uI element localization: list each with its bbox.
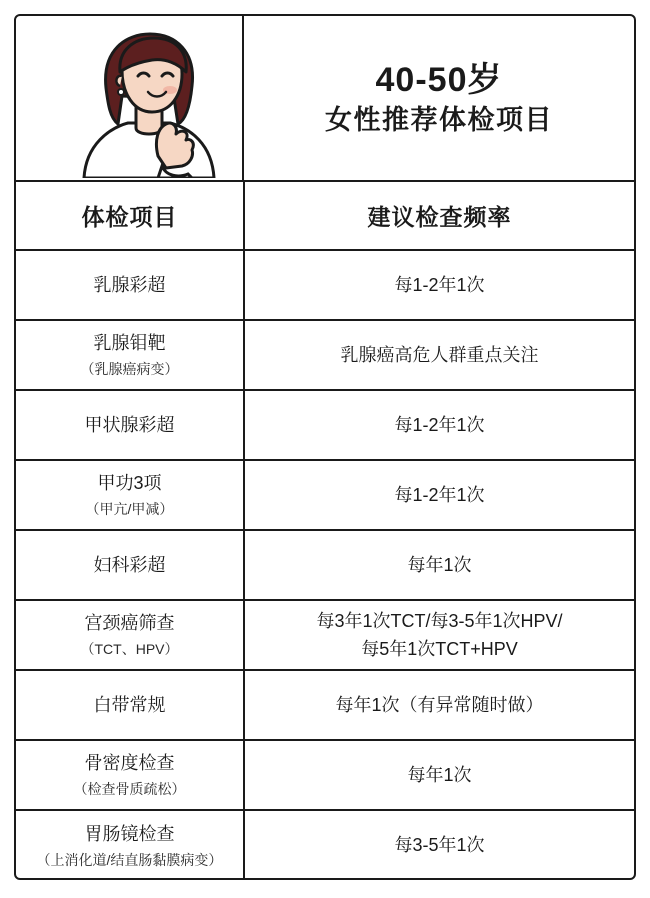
row-item-cell: [16, 810, 244, 880]
item-note: （甲亢/甲减）: [85, 501, 174, 518]
frequency-text: 每5年1次TCT+HPV: [361, 639, 518, 659]
row-frequency-cell: [244, 460, 634, 530]
row-frequency-cell: [244, 390, 634, 460]
checkup-table: [16, 182, 634, 880]
frequency-text: 每年1次: [407, 554, 472, 575]
item-name: 乳腺钼靶: [93, 333, 166, 354]
row-item-cell: [16, 320, 244, 390]
table-row: [16, 670, 634, 740]
title-age-range: 40-50岁: [375, 60, 503, 99]
row-item-cell: [16, 740, 244, 810]
title-subtitle: 女性推荐体检项目: [325, 104, 553, 135]
frequency-text: 每3-5年1次: [394, 835, 485, 856]
table-row: [16, 600, 634, 670]
item-name: 骨密度检查: [84, 753, 175, 774]
row-item-cell: [16, 250, 244, 320]
item-name: 甲状腺彩超: [84, 414, 175, 435]
item-note: （乳腺癌病变）: [80, 361, 179, 378]
frequency-text: 每1-2年1次: [394, 484, 485, 505]
item-name: 乳腺彩超: [93, 274, 166, 295]
frequency-text: 乳腺癌高危人群重点关注: [340, 344, 539, 365]
table-row: [16, 320, 634, 390]
item-name: 胃肠镜检查: [84, 823, 175, 844]
row-frequency-cell: [244, 320, 634, 390]
table-header-row: [16, 182, 634, 250]
poster-card: [14, 14, 636, 880]
row-item-cell: [16, 390, 244, 460]
frequency-text: 每1-2年1次: [394, 414, 485, 435]
poster-title: [244, 16, 634, 180]
column-header-item: 体检项目: [16, 182, 244, 250]
row-frequency-cell: [244, 600, 634, 670]
table-row: [16, 810, 634, 880]
row-item-cell: [16, 460, 244, 530]
item-name: 妇科彩超: [93, 554, 166, 575]
item-note: （检查骨质疏松）: [73, 781, 186, 798]
row-frequency-cell: [244, 810, 634, 880]
item-name: 宫颈癌筛查: [84, 613, 175, 634]
row-frequency-cell: [244, 250, 634, 320]
column-header-frequency: 建议检查频率: [244, 182, 634, 250]
table-row: [16, 250, 634, 320]
table-row: [16, 460, 634, 530]
row-item-cell: [16, 600, 244, 670]
poster-header: [16, 16, 634, 182]
item-note: （上消化道/结直肠黏膜病变）: [36, 851, 223, 868]
row-frequency-cell: [244, 530, 634, 600]
row-item-cell: [16, 530, 244, 600]
frequency-text: 每1-2年1次: [394, 274, 485, 295]
row-item-cell: [16, 670, 244, 740]
table-row: [16, 530, 634, 600]
frequency-text: 每年1次: [407, 764, 472, 785]
table-row: [16, 740, 634, 810]
table-row: [16, 390, 634, 460]
row-frequency-cell: [244, 670, 634, 740]
row-frequency-cell: [244, 740, 634, 810]
item-name: 甲功3项: [97, 473, 162, 494]
frequency-text: 每3年1次TCT/每3-5年1次HPV/: [316, 610, 563, 631]
item-note: （TCT、HPV）: [80, 641, 179, 658]
woman-illustration: [16, 16, 244, 180]
frequency-text: 每年1次（有异常随时做）: [335, 694, 544, 715]
item-name: 白带常规: [93, 694, 166, 715]
